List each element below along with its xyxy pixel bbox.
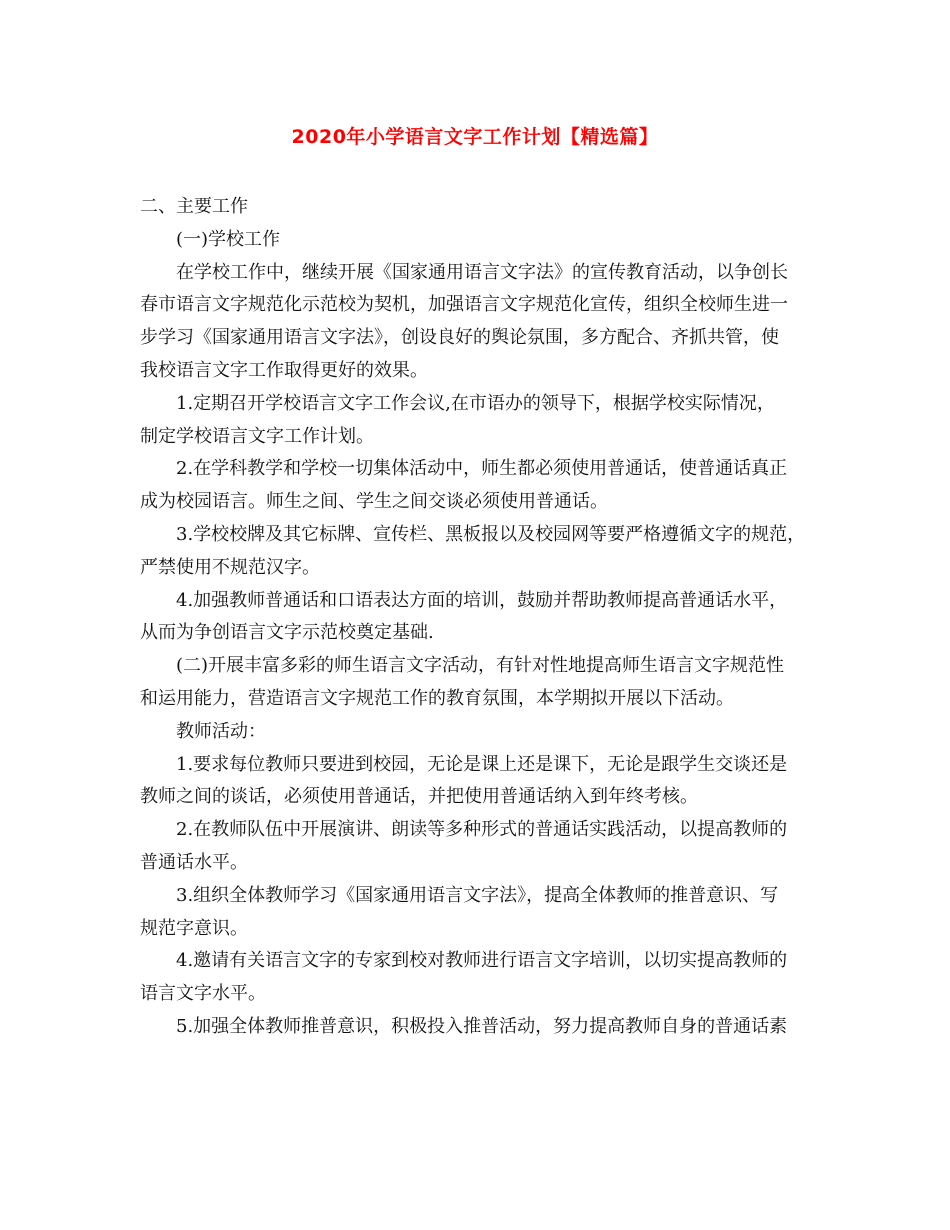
text-line: 普通话水平。 [140,851,248,873]
text-line: 教师活动： [176,720,266,742]
text-line: 语言文字水平。 [140,983,266,1005]
text-line: 从而为争创语言文字示范校奠定基础. [140,622,434,644]
text-line: 制定学校语言文字工作计划。 [140,425,374,447]
document-title: 2020年小学语言文字工作计划【精选篇】 [291,126,659,148]
text-line: 教师之间的谈话，必须使用普通话，并把使用普通话纳入到年终考核。 [140,786,698,808]
text-line: 5.加强全体教师推普意识，积极投入推普活动，努力提高教师自身的普通话素 [176,1015,788,1037]
text-line: 和运用能力，营造语言文字规范工作的教育氛围，本学期拟开展以下活动。 [140,687,734,709]
text-line: 二、主要工作 [140,196,248,217]
text-line: 1.要求每位教师只要进到校园，无论是课上还是课下，无论是跟学生交谈还是 [176,753,788,775]
text-line: 成为校园语言。师生之间、学生之间交谈必须使用普通话。 [140,491,608,513]
document-body [140,191,816,1044]
text-line: 2.在教师队伍中开展演讲、朗读等多种形式的普通话实践活动，以提高教师的 [176,819,788,841]
text-line: 3.组织全体教师学习《国家通用语言文字法》，提高全体教师的推普意识、写 [176,884,779,906]
text-line: 3.学校校牌及其它标牌、宣传栏、黑板报以及校园网等要严格遵循文字的规范， [176,523,806,545]
text-line: 在学校工作中，继续开展《国家通用语言文字法》的宣传教育活动，以争创长 [176,261,788,283]
text-line: 规范字意识。 [140,917,248,939]
text-line: 春市语言文字规范化示范校为契机，加强语言文字规范化宣传，组织全校师生进一 [140,294,788,316]
text-line: 严禁使用不规范汉字。 [140,556,320,578]
text-line: 我校语言文字工作取得更好的效果。 [140,359,428,381]
text-line: 4.加强教师普通话和口语表达方面的培训，鼓励并帮助教师提高普通话水平， [176,589,788,611]
text-line: 步学习《国家通用语言文字法》，创设良好的舆论氛围，多方配合、齐抓共管，使 [140,327,779,349]
text-line: (一)学校工作 [176,228,281,250]
text-line: (二)开展丰富多彩的师生语言文字活动，有针对性地提高师生语言文字规范性 [176,655,785,677]
text-line: 2.在学科教学和学校一切集体活动中，师生都必须使用普通话，使普通话真正 [176,458,788,480]
text-line: 1.定期召开学校语言文字工作会议,在市语办的领导下，根据学校实际情况， [176,392,775,414]
text-line: 4.邀请有关语言文字的专家到校对教师进行语言文字培训，以切实提高教师的 [176,950,788,972]
